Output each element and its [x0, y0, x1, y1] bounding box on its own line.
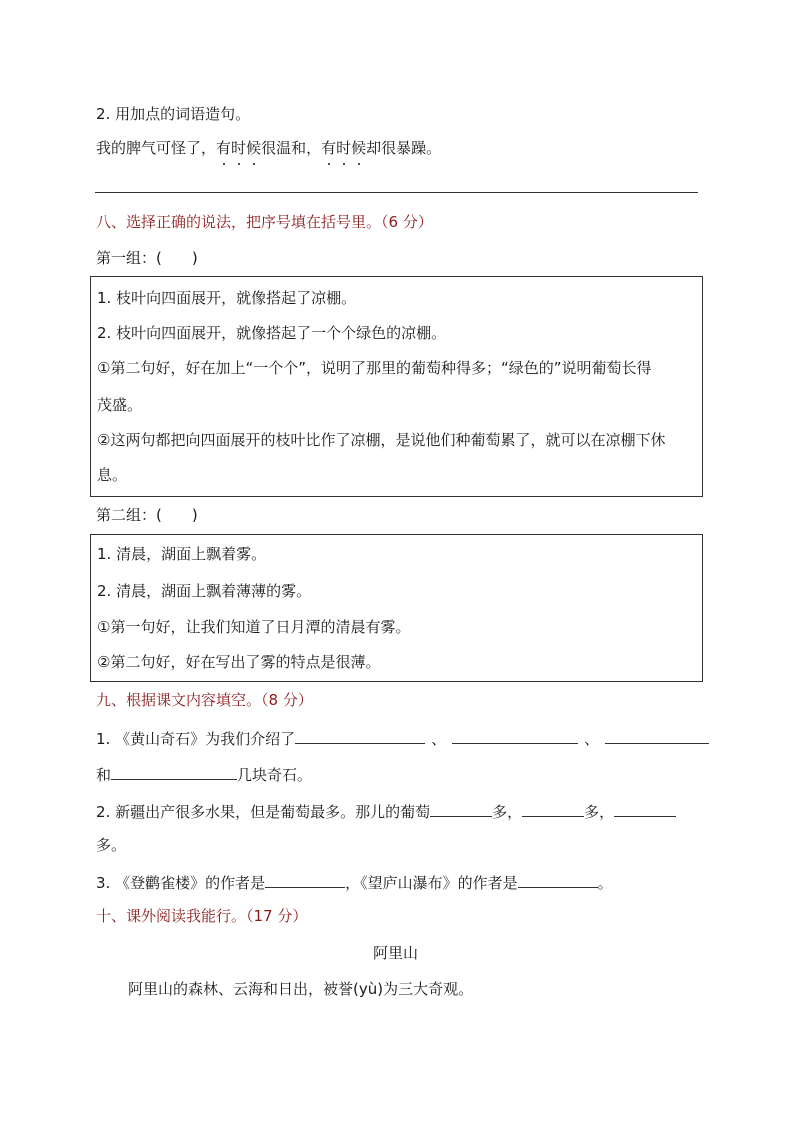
group1-line: ②这两句都把向四面展开的枝叶比作了凉棚，是说他们种葡萄累了，就可以在凉棚下休: [97, 431, 666, 449]
dotted-char: 有: [216, 139, 232, 157]
sec9-q3-line: [96, 871, 613, 893]
dotted-char: 候: [351, 139, 367, 157]
answer-blank[interactable]: [111, 763, 237, 780]
sec9-q2-end: 多。: [96, 836, 127, 854]
q2-sentence-pre: 我的脾气可怪了，: [96, 139, 217, 157]
sec9-q3-end: 。: [597, 874, 613, 892]
group2-line: ②第二句好，好在写出了雾的特点是很薄。: [97, 653, 381, 671]
group1-line: 1. 枝叶向四面展开，就像搭起了凉棚。: [97, 289, 357, 307]
q2-sentence: [96, 138, 441, 158]
answer-blank[interactable]: [522, 800, 584, 817]
sec9-q1-end: 几块奇石。: [237, 766, 313, 784]
group1-line: 茂盛。: [97, 396, 143, 414]
group2-line: 2. 清晨，湖面上飘着薄薄的雾。: [97, 582, 312, 600]
q2-sentence-mid: 很温和，: [261, 139, 322, 157]
sec9-q1-line2: [96, 763, 312, 785]
sec9-q2-line1: [96, 800, 676, 822]
sec10-heading: 十、课外阅读我能行。（17 分）: [96, 907, 308, 925]
answer-blank[interactable]: [605, 727, 709, 744]
answer-blank[interactable]: [295, 727, 425, 744]
group1-box: [90, 276, 703, 497]
passage-title: 阿里山: [373, 944, 419, 962]
group2-box: [90, 534, 703, 682]
separator: 、: [584, 730, 600, 748]
q2-title: 2. 用加点的词语造句。: [96, 105, 251, 123]
dotted-char: 时: [336, 139, 352, 157]
q2-sentence-post: 却很暴躁。: [366, 139, 442, 157]
answer-blank[interactable]: [452, 727, 578, 744]
sec9-q2-duo: 多，: [492, 803, 523, 821]
q2-dotted-word-1: [216, 139, 261, 157]
group1-line: 息。: [97, 466, 128, 484]
separator: 、: [431, 730, 447, 748]
group2-label: 第二组：( ): [96, 506, 198, 524]
q2-answer-line[interactable]: [95, 192, 698, 193]
sec9-q1-text: 1. 《黄山奇石》为我们介绍了: [96, 730, 296, 748]
dotted-char: 有: [321, 139, 337, 157]
answer-blank[interactable]: [430, 800, 492, 817]
sec8-heading: 八、选择正确的说法，把序号填在括号里。（6 分）: [96, 213, 433, 231]
answer-blank[interactable]: [518, 871, 598, 888]
dotted-char: 候: [246, 139, 262, 157]
group1-label: 第一组：( ): [96, 249, 198, 267]
sec9-q2-duo: 多，: [584, 803, 615, 821]
sec9-q1-line1: [96, 727, 709, 749]
dotted-char: 时: [231, 139, 247, 157]
group1-line: 2. 枝叶向四面展开，就像搭起了一个个绿色的凉棚。: [97, 324, 447, 342]
sec9-q2-text: 2. 新疆出产很多水果，但是葡萄最多。那儿的葡萄: [96, 803, 431, 821]
sec9-q3-text-2: ，《望庐山瀑布》的作者是: [345, 874, 518, 892]
sec9-q3-text: 3. 《登鹳雀楼》的作者是: [96, 874, 266, 892]
sec9-heading: 九、根据课文内容填空。（8 分）: [96, 691, 313, 709]
group2-line: ①第一句好，让我们知道了日月潭的清晨有雾。: [97, 618, 411, 636]
answer-blank[interactable]: [265, 871, 345, 888]
sec9-q1-he: 和: [96, 766, 112, 784]
passage-paragraph: 阿里山的森林、云海和日出，被誉(yù)为三大奇观。: [128, 980, 474, 998]
answer-blank[interactable]: [614, 800, 676, 817]
group1-line: ①第二句好，好在加上“一个个”，说明了那里的葡萄种得多；“绿色的”说明葡萄长得: [97, 359, 652, 377]
q2-dotted-word-2: [321, 139, 366, 157]
group2-line: 1. 清晨，湖面上飘着雾。: [97, 545, 267, 563]
